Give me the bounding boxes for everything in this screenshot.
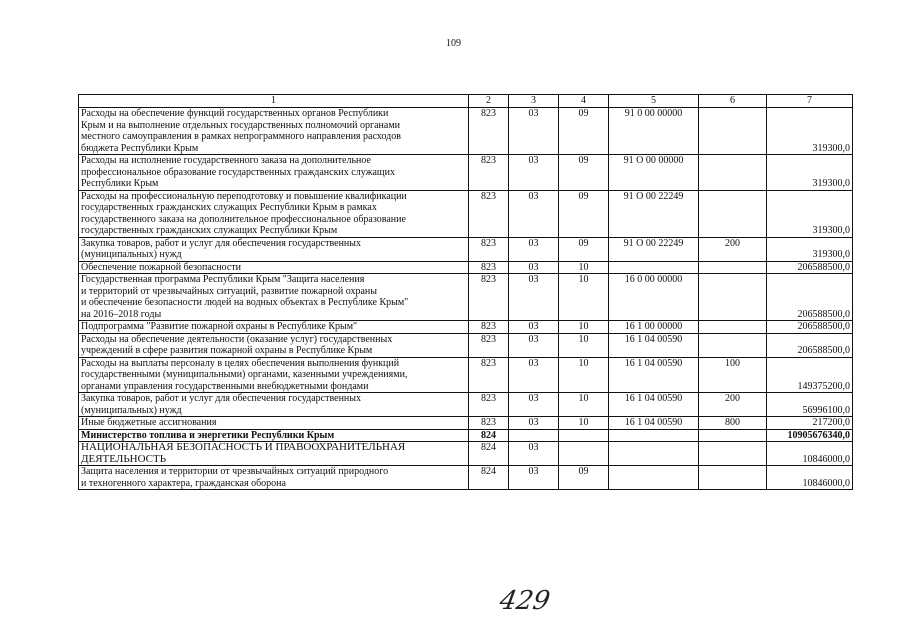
- target-article-cell: 16 0 00 00000: [609, 274, 699, 321]
- table-row: [79, 442, 853, 466]
- page-number: 109: [446, 38, 461, 49]
- section-cell: 03: [509, 393, 559, 417]
- section-cell: 03: [509, 274, 559, 321]
- row-name-cell: Закупка товаров, работ и услуг для обеспечения государственных (муниципальных) нужд: [79, 393, 469, 417]
- target-article-cell: 16 1 04 00590: [609, 357, 699, 393]
- subsection-cell: 10: [559, 357, 609, 393]
- subsection-cell: 10: [559, 274, 609, 321]
- expense-type-cell: [699, 442, 767, 466]
- section-cell: 03: [509, 261, 559, 274]
- section-cell: 03: [509, 237, 559, 261]
- subsection-cell: [559, 442, 609, 466]
- table-row: [79, 357, 853, 393]
- target-article-cell: 16 1 00 00000: [609, 321, 699, 334]
- row-name-cell: Расходы на профессиональную переподготовку и повышение квалификации государственных гражданских служащих Республики Крым в рамках государственного заказа на дополнительное профессиональное образование государственных гражданских служащих Республики Крым: [79, 190, 469, 237]
- ministry-code-cell: 823: [469, 321, 509, 334]
- row-name-cell: Иные бюджетные ассигнования: [79, 417, 469, 430]
- table-row: [79, 274, 853, 321]
- section-cell: 03: [509, 108, 559, 155]
- ministry-code-cell: 823: [469, 333, 509, 357]
- ministry-code-cell: 823: [469, 417, 509, 430]
- handwritten-page-mark: 429: [497, 586, 553, 616]
- column-header: 2: [469, 95, 509, 108]
- table-row: [79, 237, 853, 261]
- target-article-cell: 91 О 00 22249: [609, 237, 699, 261]
- section-cell: 03: [509, 417, 559, 430]
- ministry-code-cell: 823: [469, 393, 509, 417]
- table-row: [79, 429, 853, 442]
- ministry-code-cell: 823: [469, 155, 509, 191]
- amount-cell: 319300,0: [767, 237, 853, 261]
- column-header: 6: [699, 95, 767, 108]
- table-row: [79, 261, 853, 274]
- ministry-code-cell: 824: [469, 429, 509, 442]
- amount-cell: 319300,0: [767, 190, 853, 237]
- column-header: 4: [559, 95, 609, 108]
- target-article-cell: 91 О 00 22249: [609, 190, 699, 237]
- table-row: [79, 155, 853, 191]
- column-header: 5: [609, 95, 699, 108]
- row-name-cell: НАЦИОНАЛЬНАЯ БЕЗОПАСНОСТЬ И ПРАВООХРАНИТЕЛЬНАЯ ДЕЯТЕЛЬНОСТЬ: [79, 442, 469, 466]
- amount-cell: 10846000,0: [767, 442, 853, 466]
- subsection-cell: 09: [559, 237, 609, 261]
- row-name-cell: Расходы на исполнение государственного заказа на дополнительное профессиональное образование государственных гражданских служащих Республики Крым: [79, 155, 469, 191]
- expense-type-cell: [699, 274, 767, 321]
- table-row: [79, 393, 853, 417]
- ministry-code-cell: 823: [469, 274, 509, 321]
- amount-cell: 10905676340,0: [767, 429, 853, 442]
- expense-type-cell: 800: [699, 417, 767, 430]
- expense-type-cell: 200: [699, 237, 767, 261]
- table-row: [79, 417, 853, 430]
- subsection-cell: 10: [559, 333, 609, 357]
- subsection-cell: 10: [559, 321, 609, 334]
- target-article-cell: 16 1 04 00590: [609, 393, 699, 417]
- table-row: [79, 321, 853, 334]
- row-name-cell: Подпрограмма "Развитие пожарной охраны в Республике Крым": [79, 321, 469, 334]
- ministry-code-cell: 823: [469, 108, 509, 155]
- column-header: 3: [509, 95, 559, 108]
- subsection-cell: 10: [559, 261, 609, 274]
- amount-cell: 319300,0: [767, 108, 853, 155]
- amount-cell: 206588500,0: [767, 333, 853, 357]
- expense-type-cell: [699, 333, 767, 357]
- subsection-cell: 09: [559, 190, 609, 237]
- expense-type-cell: [699, 261, 767, 274]
- target-article-cell: [609, 261, 699, 274]
- ministry-code-cell: 824: [469, 442, 509, 466]
- row-name-cell: Расходы на выплаты персоналу в целях обеспечения выполнения функций государственными (муниципальными) органами, казенными учреждениями, органами управления государственными внебюджетными фондами: [79, 357, 469, 393]
- ministry-code-cell: 823: [469, 357, 509, 393]
- amount-cell: 319300,0: [767, 155, 853, 191]
- section-cell: 03: [509, 333, 559, 357]
- subsection-cell: 09: [559, 466, 609, 490]
- column-header: 7: [767, 95, 853, 108]
- subsection-cell: 10: [559, 393, 609, 417]
- ministry-code-cell: 823: [469, 237, 509, 261]
- target-article-cell: [609, 466, 699, 490]
- table-row: [79, 190, 853, 237]
- amount-cell: 206588500,0: [767, 261, 853, 274]
- section-cell: 03: [509, 190, 559, 237]
- section-cell: [509, 429, 559, 442]
- expense-type-cell: [699, 429, 767, 442]
- subsection-cell: 09: [559, 108, 609, 155]
- row-name-cell: Министерство топлива и энергетики Республики Крым: [79, 429, 469, 442]
- section-cell: 03: [509, 442, 559, 466]
- table-row: [79, 108, 853, 155]
- amount-cell: 10846000,0: [767, 466, 853, 490]
- expense-type-cell: [699, 108, 767, 155]
- row-name-cell: Закупка товаров, работ и услуг для обеспечения государственных (муниципальных) нужд: [79, 237, 469, 261]
- target-article-cell: [609, 442, 699, 466]
- target-article-cell: 91 О 00 00000: [609, 155, 699, 191]
- section-cell: 03: [509, 357, 559, 393]
- row-name-cell: Расходы на обеспечение функций государственных органов Республики Крым и на выполнение отдельных государственных полномочий органами местного самоуправления в рамках непрограммного направления расходов бюджета Республики Крым: [79, 108, 469, 155]
- expense-type-cell: [699, 155, 767, 191]
- expense-type-cell: 100: [699, 357, 767, 393]
- ministry-code-cell: 824: [469, 466, 509, 490]
- subsection-cell: [559, 429, 609, 442]
- row-name-cell: Расходы на обеспечение деятельности (оказание услуг) государственных учреждений в сфере развития пожарной охраны в Республике Крым: [79, 333, 469, 357]
- target-article-cell: 16 1 04 00590: [609, 417, 699, 430]
- amount-cell: 149375200,0: [767, 357, 853, 393]
- table-row: [79, 466, 853, 490]
- expense-type-cell: [699, 321, 767, 334]
- subsection-cell: 10: [559, 417, 609, 430]
- target-article-cell: 16 1 04 00590: [609, 333, 699, 357]
- target-article-cell: [609, 429, 699, 442]
- row-name-cell: Защита населения и территории от чрезвычайных ситуаций природного и техногенного характера, гражданская оборона: [79, 466, 469, 490]
- section-cell: 03: [509, 155, 559, 191]
- amount-cell: 206588500,0: [767, 274, 853, 321]
- amount-cell: 206588500,0: [767, 321, 853, 334]
- ministry-code-cell: 823: [469, 190, 509, 237]
- subsection-cell: 09: [559, 155, 609, 191]
- section-cell: 03: [509, 321, 559, 334]
- column-header: 1: [79, 95, 469, 108]
- target-article-cell: 91 0 00 00000: [609, 108, 699, 155]
- table-header-row: [79, 95, 853, 108]
- budget-table: [78, 94, 853, 490]
- expense-type-cell: 200: [699, 393, 767, 417]
- expense-type-cell: [699, 190, 767, 237]
- expense-type-cell: [699, 466, 767, 490]
- section-cell: 03: [509, 466, 559, 490]
- table-row: [79, 333, 853, 357]
- row-name-cell: Государственная программа Республики Крым "Защита населения и территорий от чрезвычайных ситуаций, развитие пожарной охраны и обеспечение безопасности людей на водных объектах в Республике Крым" на 2016–2018 годы: [79, 274, 469, 321]
- row-name-cell: Обеспечение пожарной безопасности: [79, 261, 469, 274]
- ministry-code-cell: 823: [469, 261, 509, 274]
- amount-cell: 217200,0: [767, 417, 853, 430]
- amount-cell: 56996100,0: [767, 393, 853, 417]
